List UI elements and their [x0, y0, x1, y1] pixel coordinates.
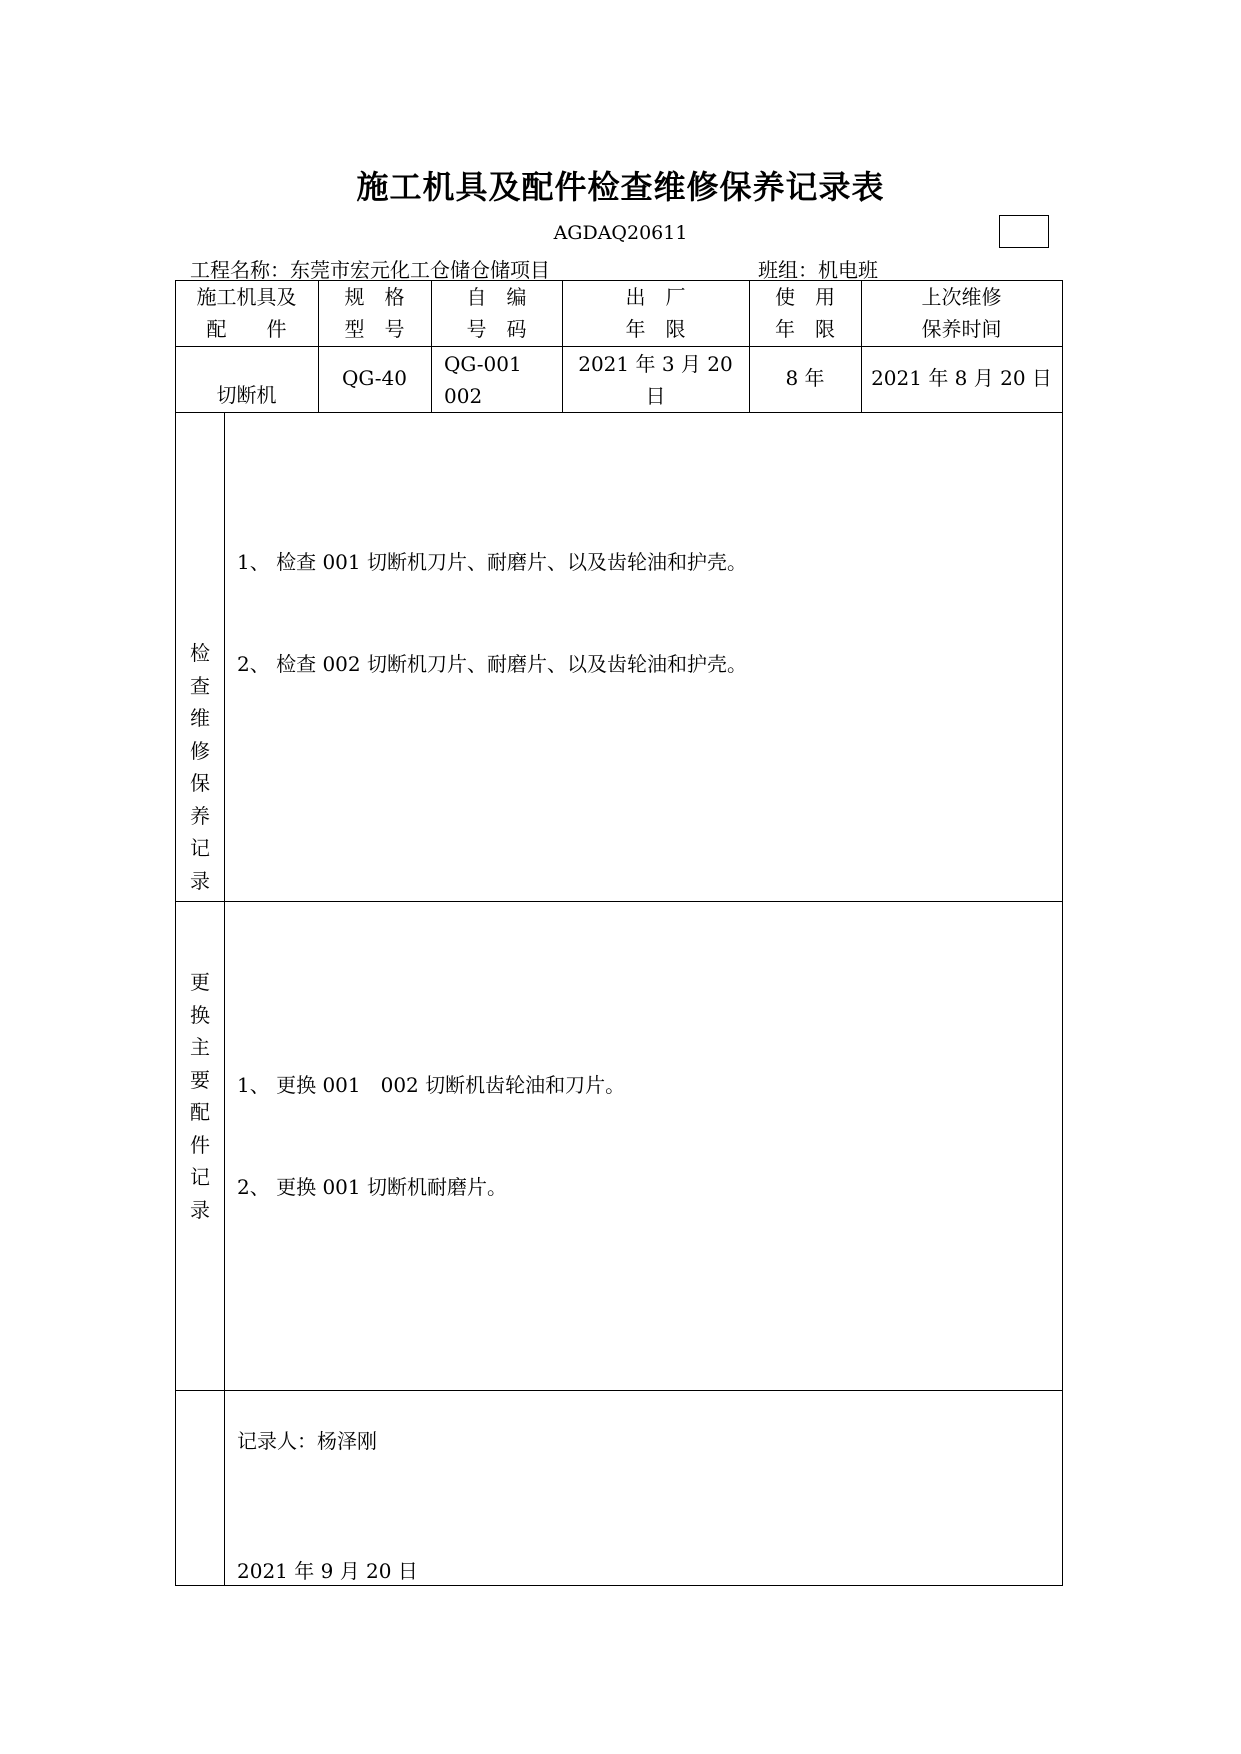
record-date: 2021 年 9 月 20 日	[237, 1559, 418, 1583]
team-name: 班组：机电班	[758, 258, 878, 282]
table-border-left	[175, 280, 176, 1585]
replacement-label	[177, 966, 223, 1226]
inspection-label-text: 检查维修保养记录	[190, 641, 210, 893]
header-serial: 自 编 号 码	[466, 285, 527, 341]
row-divider	[175, 412, 1063, 413]
section-divider	[175, 901, 1063, 902]
factory-date: 2021 年 3 月 20 日	[578, 352, 733, 408]
table-border-right	[1062, 280, 1063, 1585]
section-divider	[175, 1390, 1063, 1391]
usage-years: 8 年	[785, 366, 825, 390]
header-equipment: 施工机具及 配 件	[196, 285, 297, 341]
document-title: 施工机具及配件检查维修保养记录表	[356, 168, 885, 206]
project-name: 工程名称：东莞市宏元化工仓储仓储项目	[190, 258, 550, 282]
label-column-divider	[224, 412, 225, 1585]
number-box	[999, 215, 1049, 248]
replacement-records	[237, 1000, 625, 1272]
equipment-model: QG-40	[342, 366, 407, 390]
header-usage-years: 使 用 年 限	[775, 285, 835, 341]
list-item: 1、 检查 001 切断机刀片、耐磨片、以及齿轮油和护壳。	[237, 550, 747, 574]
list-item: 2、 检查 002 切断机刀片、耐磨片、以及齿轮油和护壳。	[237, 652, 747, 676]
inspection-label	[177, 637, 223, 897]
recorder: 记录人：杨泽刚	[237, 1429, 377, 1453]
replacement-label-text: 更换主要配件记录	[190, 970, 210, 1222]
header-model: 规 格 型 号	[344, 285, 405, 341]
equipment-serial: QG-001 002	[444, 352, 522, 408]
list-item: 2、 更换 001 切断机耐磨片。	[237, 1175, 507, 1199]
equipment-name: 切断机	[216, 383, 277, 407]
inspection-records	[237, 477, 747, 749]
header-divider	[175, 346, 1063, 347]
header-factory-year: 出 厂 年 限	[625, 285, 686, 341]
list-item: 1、 更换 001 002 切断机齿轮油和刀片。	[237, 1073, 626, 1097]
document-code: AGDAQ20611	[553, 222, 688, 244]
last-maintenance-date: 2021 年 8 月 20 日	[871, 366, 1052, 390]
header-last-maintenance: 上次维修 保养时间	[921, 285, 1002, 341]
